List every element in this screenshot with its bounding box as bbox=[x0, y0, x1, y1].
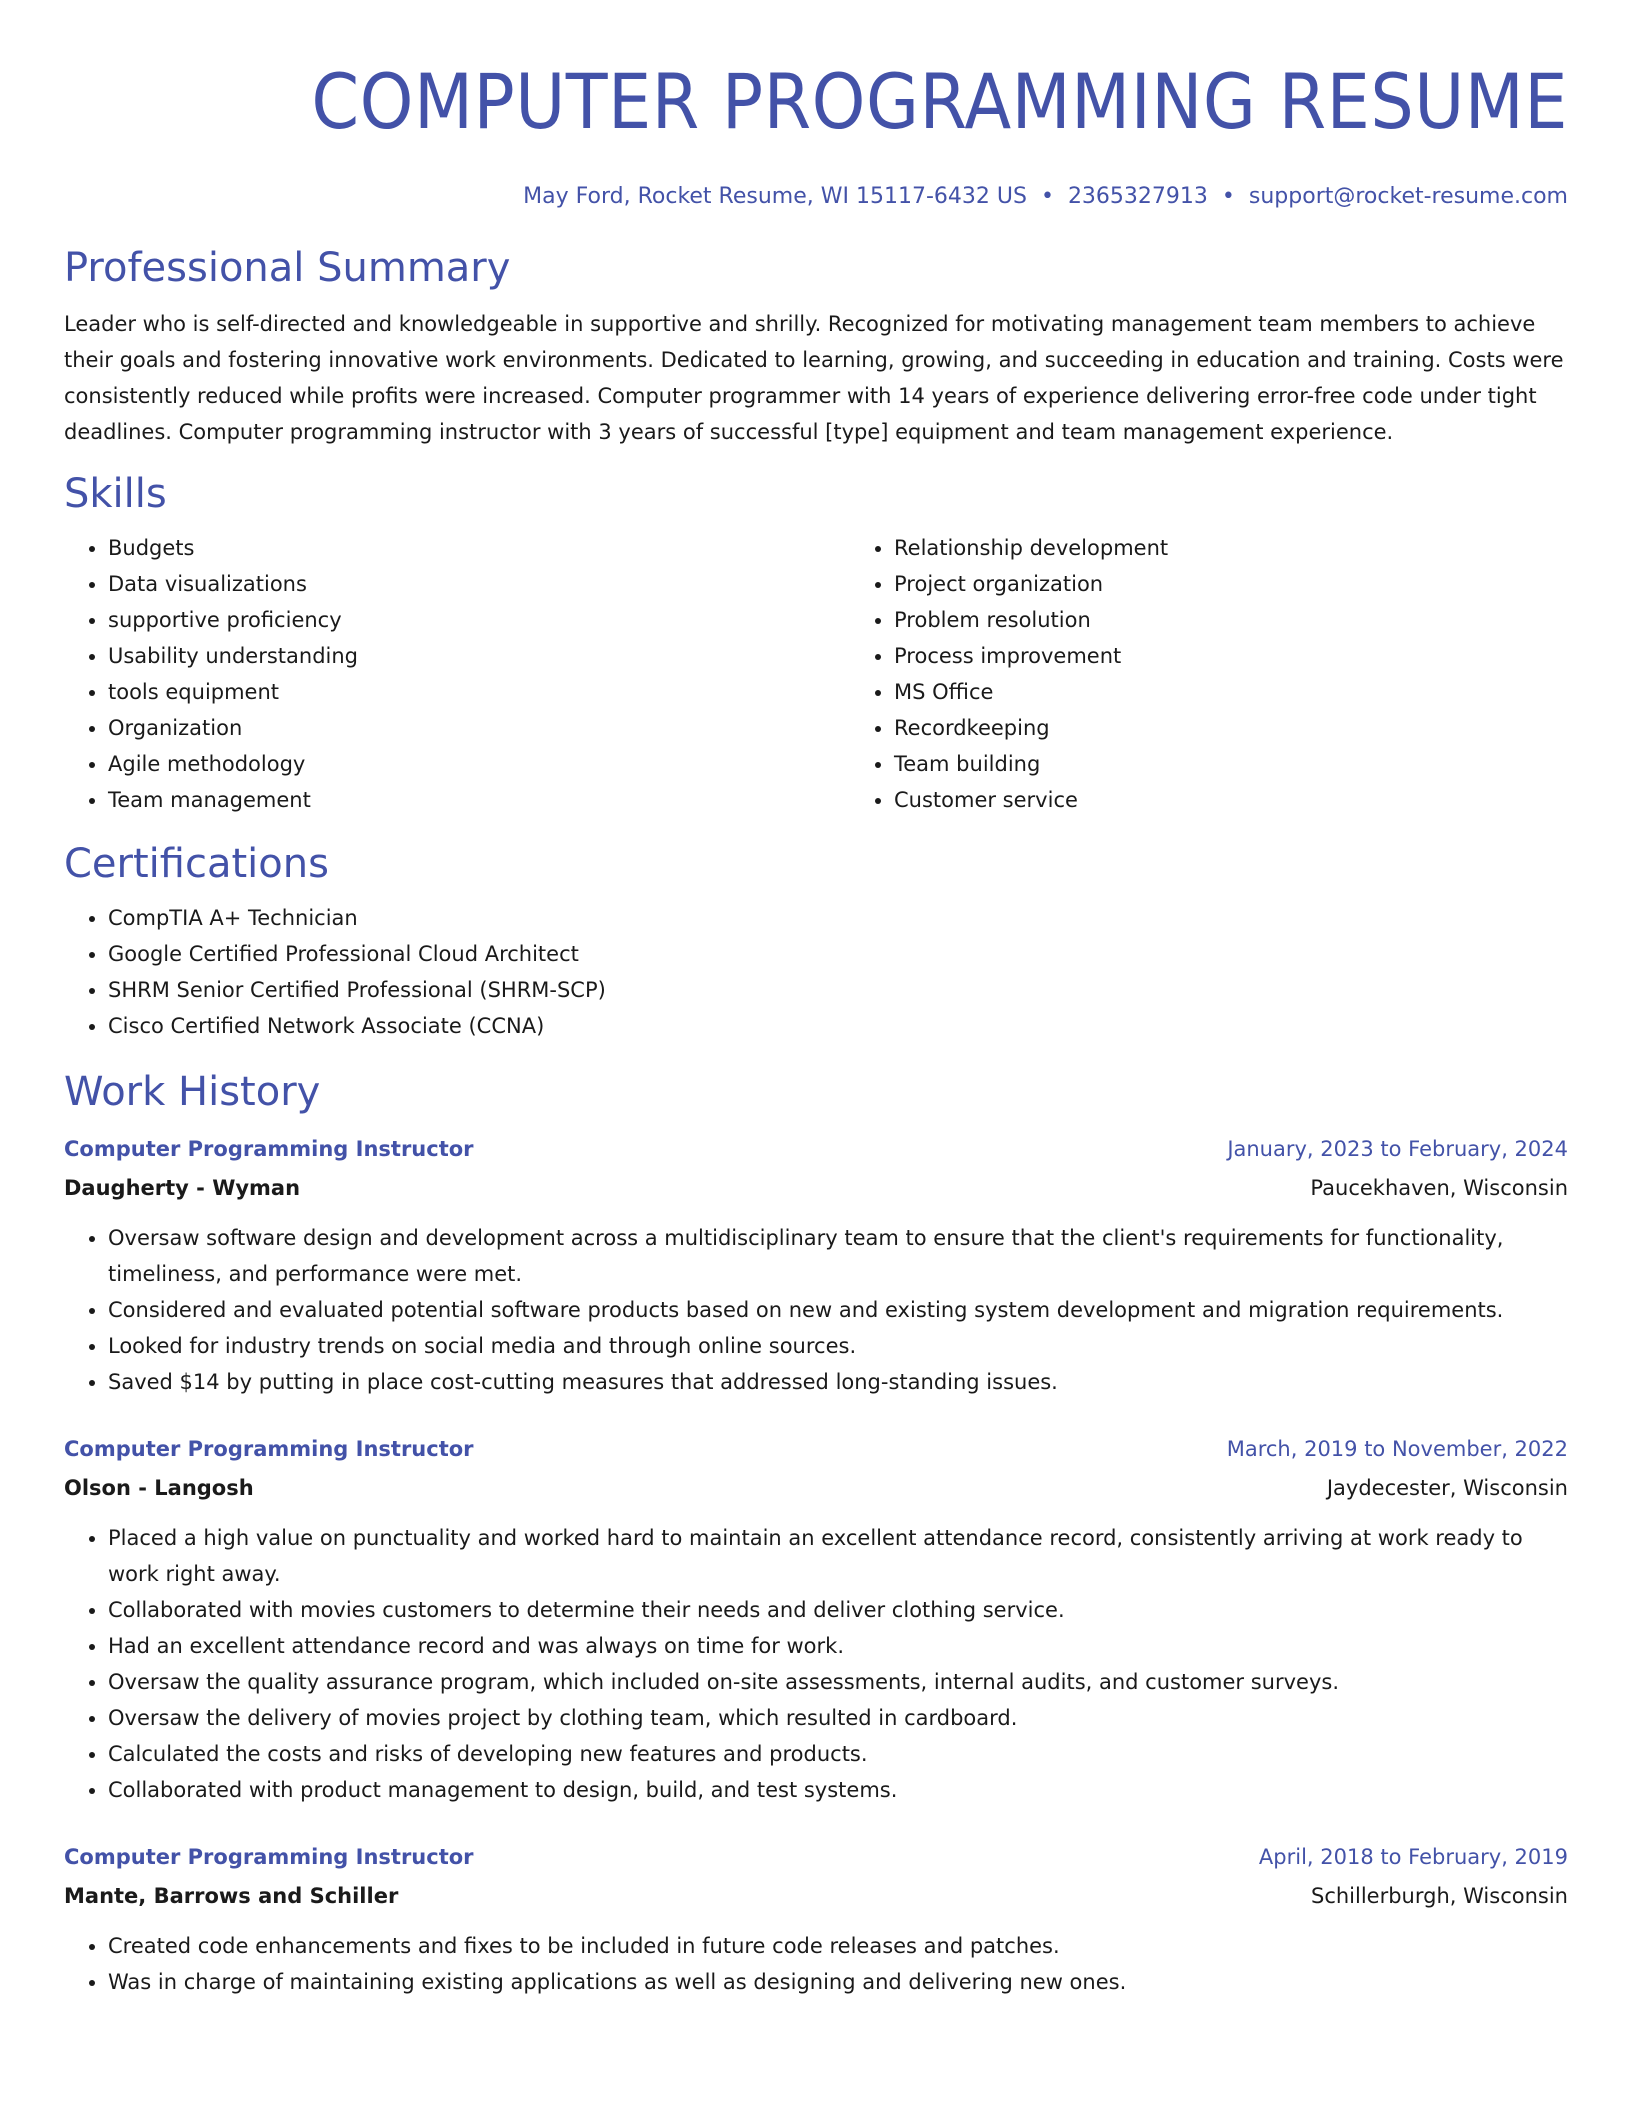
job-dates: March, 2019 to November, 2022 bbox=[1226, 1437, 1568, 1461]
contact-phone: 2365327913 bbox=[1067, 184, 1208, 209]
certifications-section bbox=[64, 838, 1568, 1044]
job-bullets bbox=[64, 1220, 1568, 1400]
work-history-section bbox=[64, 1066, 1568, 2000]
job-title: Computer Programming Instructor bbox=[64, 1437, 474, 1461]
skill-item: • Usability understanding bbox=[108, 638, 850, 674]
job-bullet: • Calculated the costs and risks of developing new features and products. bbox=[108, 1736, 1568, 1772]
job-location: Schillerburgh, Wisconsin bbox=[1310, 1884, 1568, 1908]
job-bullet: • Had an excellent attendance record and was always on time for work. bbox=[108, 1628, 1568, 1664]
certification-item: • Cisco Certified Network Associate (CCNA) bbox=[108, 1008, 1568, 1044]
skill-item: • Team building bbox=[894, 746, 1632, 782]
skill-item: • Team management bbox=[108, 782, 850, 818]
summary-text: Leader who is self-directed and knowledgeable in supportive and shrilly. Recognized for motivating management team members to achieve their goals and fostering innovative work environments. Dedicated to learning, growing, and succeeding in education and training. Costs were consistently reduced while profits were increased. Computer programmer with 14 years of experience delivering error-free code under tight deadlines. Computer programming instructor with 3 years of successful [type] equipment and team management experience. bbox=[64, 312, 1564, 444]
skill-item: • supportive proficiency bbox=[108, 602, 850, 638]
job-company: Daugherty - Wyman bbox=[64, 1176, 301, 1200]
resume-title: COMPUTER PROGRAMMING RESUME bbox=[311, 57, 1568, 146]
skill-item: • Relationship development bbox=[894, 530, 1632, 566]
contact-separator: • bbox=[1221, 184, 1235, 209]
job-entry bbox=[64, 1130, 1568, 1400]
certification-item: • Google Certified Professional Cloud Architect bbox=[108, 936, 1568, 972]
skill-item: • Problem resolution bbox=[894, 602, 1632, 638]
certification-item: • SHRM Senior Certified Professional (SHRM-SCP) bbox=[108, 972, 1568, 1008]
job-company: Olson - Langosh bbox=[64, 1476, 254, 1500]
job-dates: April, 2018 to February, 2019 bbox=[1258, 1845, 1568, 1869]
skills-list-left bbox=[64, 530, 850, 818]
contact-line bbox=[64, 182, 1568, 212]
job-bullet: • Saved $14 by putting in place cost-cutting measures that addressed long-standing issues. bbox=[108, 1364, 1568, 1400]
skill-item: • Agile methodology bbox=[108, 746, 850, 782]
skill-item: • Organization bbox=[108, 710, 850, 746]
job-bullet: • Oversaw the quality assurance program, which included on-site assessments, internal audits, and customer surveys. bbox=[108, 1664, 1568, 1700]
job-bullets bbox=[64, 1520, 1568, 1808]
skills-section bbox=[64, 468, 1568, 818]
job-title: Computer Programming Instructor bbox=[64, 1845, 474, 1869]
job-bullet: • Collaborated with movies customers to determine their needs and deliver clothing service. bbox=[108, 1592, 1568, 1628]
summary-section bbox=[64, 242, 1568, 450]
contact-email: support@rocket-resume.com bbox=[1248, 184, 1568, 209]
summary-heading: Professional Summary bbox=[64, 245, 511, 291]
skill-item: • Customer service bbox=[894, 782, 1632, 818]
job-location: Jaydecester, Wisconsin bbox=[1326, 1476, 1568, 1500]
job-bullets bbox=[64, 1928, 1568, 2000]
contact-separator: • bbox=[1040, 184, 1054, 209]
certifications-heading: Certifications bbox=[64, 841, 329, 887]
skill-item: • MS Office bbox=[894, 674, 1632, 710]
job-bullet: • Created code enhancements and fixes to be included in future code releases and patches. bbox=[108, 1928, 1568, 1964]
skill-item: • Data visualizations bbox=[108, 566, 850, 602]
job-title: Computer Programming Instructor bbox=[64, 1137, 474, 1161]
job-bullet: • Was in charge of maintaining existing applications as well as designing and delivering new ones. bbox=[108, 1964, 1568, 2000]
skill-item: • Recordkeeping bbox=[894, 710, 1632, 746]
job-entry bbox=[64, 1838, 1568, 2000]
job-bullet: • Looked for industry trends on social media and through online sources. bbox=[108, 1328, 1568, 1364]
job-dates: January, 2023 to February, 2024 bbox=[1227, 1137, 1568, 1161]
job-bullet: • Oversaw software design and development across a multidisciplinary team to ensure that the client's requirements for functionality, timeliness, and performance were met. bbox=[108, 1220, 1568, 1292]
skills-heading: Skills bbox=[64, 471, 167, 517]
skill-item: • Process improvement bbox=[894, 638, 1632, 674]
job-bullet: • Collaborated with product management to design, build, and test systems. bbox=[108, 1772, 1568, 1808]
job-company: Mante, Barrows and Schiller bbox=[64, 1884, 399, 1908]
job-location: Paucekhaven, Wisconsin bbox=[1310, 1176, 1568, 1200]
skill-item: • Project organization bbox=[894, 566, 1632, 602]
skill-item: • Budgets bbox=[108, 530, 850, 566]
contact-address: May Ford, Rocket Resume, WI 15117-6432 US bbox=[523, 184, 1027, 209]
job-bullet: • Oversaw the delivery of movies project by clothing team, which resulted in cardboard. bbox=[108, 1700, 1568, 1736]
certifications-list bbox=[64, 900, 1568, 1044]
job-entry bbox=[64, 1430, 1568, 1808]
work-history-heading: Work History bbox=[64, 1069, 321, 1115]
job-bullet: • Placed a high value on punctuality and worked hard to maintain an excellent attendance record, consistently arriving at work ready to work right away. bbox=[108, 1520, 1568, 1592]
job-bullet: • Considered and evaluated potential software products based on new and existing system development and migration requirements. bbox=[108, 1292, 1568, 1328]
skill-item: • tools equipment bbox=[108, 674, 850, 710]
skills-list-right bbox=[850, 530, 1632, 818]
certification-item: • CompTIA A+ Technician bbox=[108, 900, 1568, 936]
